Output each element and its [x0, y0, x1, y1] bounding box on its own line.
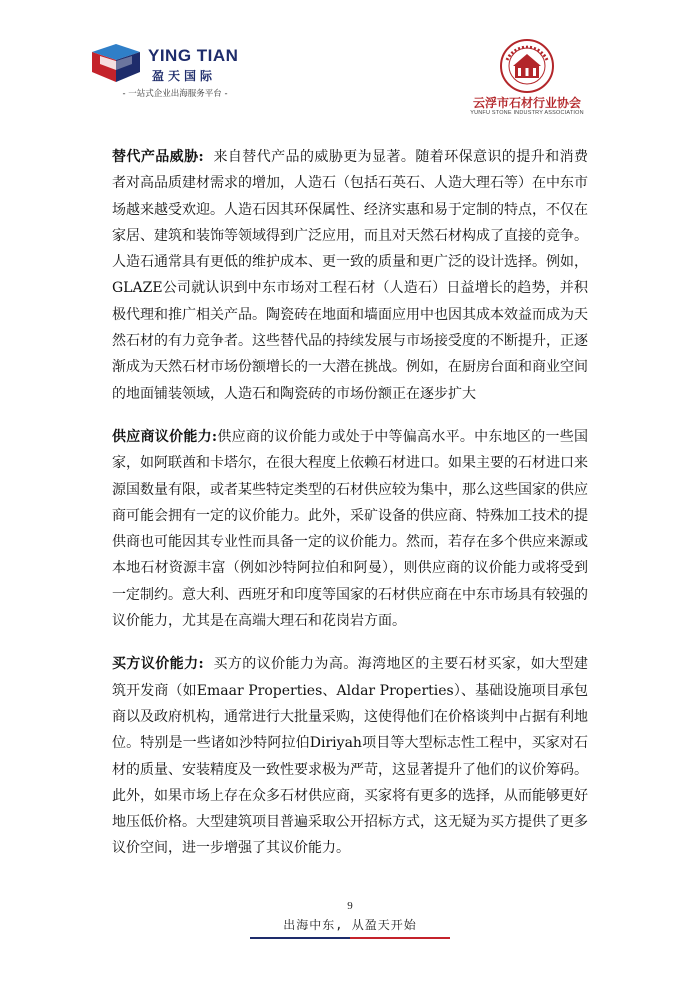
paragraph-substitute-threat: [112, 144, 588, 407]
yunfu-stone-association-logo: [462, 38, 592, 118]
ying-tian-chinese-name: 盈天国际: [152, 69, 217, 83]
page-number: 9: [347, 900, 353, 912]
document-body: [112, 144, 588, 879]
association-seal-icon: [499, 38, 555, 94]
paragraph-lead: 买方议价能力:: [112, 656, 204, 673]
ying-tian-title: YING TIAN: [148, 46, 239, 65]
page-header: [0, 0, 700, 125]
association-chinese-name: 云浮市石材行业协会: [472, 96, 581, 110]
paragraph-text: 买方的议价能力为高。海湾地区的主要石材买家，如大型建筑开发商（如Emaar Properties、Aldar Properties）、基础设施项目承包商以及政府机构，通常进行大批量采购，这使得他们在价格谈判中占据有利地位。特别是一些诸如沙特阿拉伯Diriyah项目等大型标志性工程中，买家对石材的质量、安装精度及一致性要求极为严苛，这显著提升了他们的议价筹码。此外，如果市场上存在众多石材供应商，买家将有更多的选择，从而能够更好地压低价格。大型建筑项目普遍采取公开招标方式，这无疑为买方提供了更多议价空间，进一步增强了其议价能力。: [112, 656, 588, 857]
paragraph-lead: 替代产品威胁:: [112, 149, 204, 165]
paragraph-text: 供应商的议价能力或处于中等偏高水平。中东地区的一些国家，如阿联酋和卡塔尔，在很大程度上依赖石材进口。如果主要的石材进口来源国数量有限，或者某些特定类型的石材供应较为集中，那么这些国家的供应商可能会拥有一定的议价能力。此外，采矿设备的供应商、特殊加工技术的提供商也可能因其专业性而具备一定的议价能力。然而，若存在多个供应来源或本地石材资源丰富（例如沙特阿拉伯和阿曼），则供应商的议价能力或将受到一定制约。意大利、西班牙和印度等国家的石材供应商在中东市场具有较强的议价能力，尤其是在高端大理石和花岗岩方面。: [112, 428, 589, 630]
ying-tian-logo: [90, 42, 260, 102]
paragraph-supplier-power: [112, 424, 588, 634]
footer-divider: [250, 937, 450, 939]
paragraph-buyer-power: [112, 651, 588, 861]
paragraph-text: 来自替代产品的威胁更为显著。随着环保意识的提升和消费者对高品质建材需求的增加，人造石（包括石英石、人造大理石等）在中东市场越来越受欢迎。人造石因其环保属性、经济实惠和易于定制的特点，不仅在家居、建筑和装饰等领域得到广泛应用，而且对天然石材构成了直接的竞争。人造石通常具有更低的维护成本、更一致的质量和更广泛的设计选择。例如，GLAZE公司就认识到中东市场对工程石材（人造石）日益增长的趋势，并积极代理和推广相关产品。陶瓷砖在地面和墙面应用中也因其成本效益而成为天然石材的有力竞争者。这些替代品的持续发展与市场接受度的不断提升，正逐渐成为天然石材市场份额增长的一大潜在挑战。例如，在厨房台面和商业空间的地面铺装领域，人造石和陶瓷砖的市场份额正在逐步扩大: [112, 149, 588, 402]
ying-tian-emblem-icon: [90, 42, 142, 84]
paragraph-lead: 供应商议价能力:: [112, 428, 218, 445]
association-english-name: YUNFU STONE INDUSTRY ASSOCIATION: [470, 110, 584, 116]
footer-slogan: 出海中东, 从盈天开始: [283, 918, 417, 932]
ying-tian-slogan: - 一站式企业出海服务平台 -: [122, 89, 228, 99]
